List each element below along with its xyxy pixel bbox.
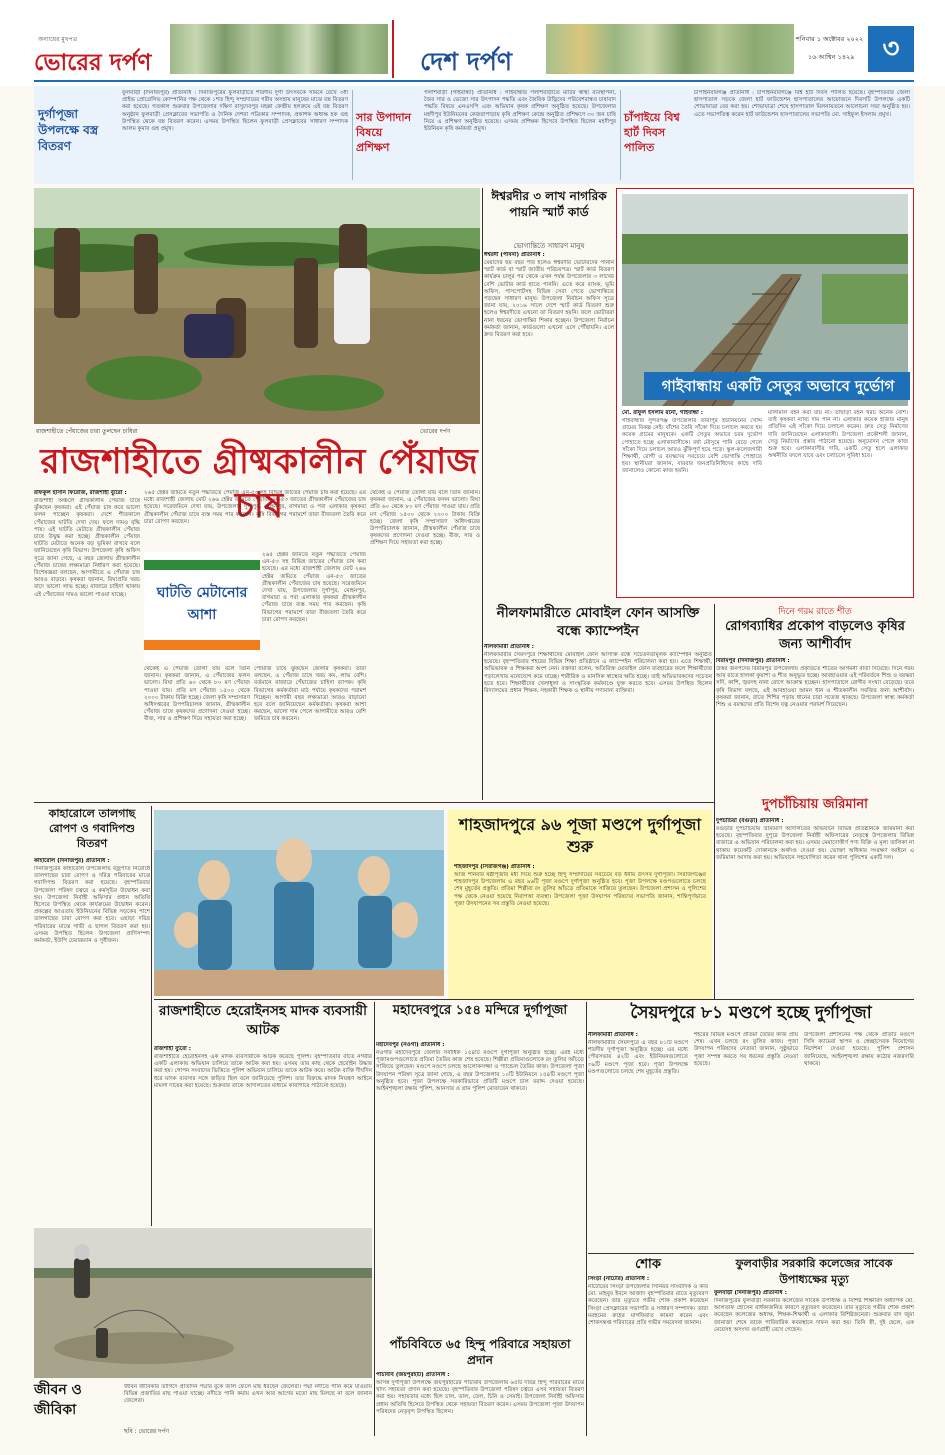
lead-photo xyxy=(34,188,480,424)
masthead xyxy=(0,0,945,86)
rule-vert-1 xyxy=(482,188,483,800)
lead-col2b: ২৬৫ হেক্টর জমিতে নতুন পদ্ধতিতে পেঁয়াজ এন-৫৩ সহ বিভিন্ন জাতের পেঁয়াজ চাষ করা হয়েছে। এর মধ্যে রাজশাহী জেলায় মোট ২৬৬ হেক্টর জমিতে পেঁয়াজ এন-৫৩ জাতের গ্রীষ্মকালীন পেঁয়াজের চাষ হয়েছে। সরেজমিনে দেখা যায়, উপজেলার দুর্গাপুর, মোহনপুর, বাগমারা ও পবা এলাকার কৃষকরা গ্রীষ্মকালীন পেঁয়াজ চাষে ব্যস্ত সময় পার করছেন। কৃষি বিভাগের পরামর্শে তারা বীজতলা তৈরি করে চারা রোপণ করছেন। xyxy=(262,552,366,623)
panchbibi-byline: পাঁচবিবি (জয়পুরহাট) প্রতিনিধি : xyxy=(376,1372,450,1378)
masthead-photo-strip-right xyxy=(546,24,794,74)
smart-card-headline: ঈশ্বরদীর ৩ লাখ নাগরিক পায়নি স্মার্ট কার্ড xyxy=(491,189,607,219)
kaharol-body: দিনাজপুরের কাহারোল উপজেলায় বজ্রপাত নিরোধে তালগাছের চারা রোপণ ও দরিদ্র পরিবারের মাঝে গবাদিপশু বিতরণ করা হয়েছে। বৃহস্পতিবার উপজেলা পরিষদ চত্বরে এ কর্মসূচির উদ্বোধন করা হয়। উপজেলা নির্বাহী অফিসার প্রধান অতিথি হিসেবে উপস্থিত থেকে কার্যক্রমের উদ্বোধন করেন। প্রকল্পের আওতায় ইউনিয়নের বিভিন্ন সড়কের পাশে তালগাছের চারা রোপণ করা হবে। এছাড়া দরিদ্র পরিবারের মাঝে গাভী ও ছাগল বিতরণ করা হয়। এসময় উপস্থিত ছিলেন উপজেলা প্রাণিসম্পদ কর্মকর্তা, ইউপি চেয়ারম্যান ও সুধীজন। xyxy=(34,866,150,945)
lead-col2c: থেকেই এ পেঁয়াজ তোলা যায় বলে তিনি জানান। কৃষকরা জানান, এ পেঁয়াজের ফলন ভালো। বিঘা প্রতি ৬০ থেকে ৮০ মণ পেঁয়াজ পাওয়া যায়। প্রতি মণ পেঁয়াজ ১৫০০ থেকে ২০০০ টাকায় বিক্রি হচ্ছে। জেলা কৃষি সম্প্রসারণ অধিদপ্তরের উপপরিচালক জানান, গ্রীষ্মকালীন পেঁয়াজ চাষে কৃষকদের প্রণোদনা দেওয়া হচ্ছে। বীজ, সার ও প্রশিক্ষণ দিয়ে সহায়তা করা হচ্ছে। xyxy=(144,666,250,723)
mobile-body: নীলফামারীর সৈয়দপুরে শিক্ষার্থীদের মোবাইল ফোন আসক্তি বন্ধে সচেতনতামূলক ক্যাম্পেইন অনুষ্ঠিত হয়েছে। বৃহস্পতিবার শহরের বিভিন্ন শিক্ষা প্রতিষ্ঠানে এ ক্যাম্পেইন পরিচালনা করা হয়। এতে শিক্ষার্থী, অভিভাবক ও শিক্ষকরা অংশ নেন। বক্তারা বলেন, অতিরিক্ত মোবাইল ফোন ব্যবহারের ফলে শিক্ষার্থীদের পড়ালেখায় মনোযোগ কমে যাচ্ছে। শারীরিক ও মানসিক স্বাস্থ্যের ক্ষতি হচ্ছে। তাই অভিভাবকদের সচেতন হতে হবে। শিক্ষার্থীদের খেলাধুলা ও সাংস্কৃতিক কর্মকাণ্ডে যুক্ত করতে হবে। এসময় উপস্থিত ছিলেন বিদ্যালয়ের প্রধান শিক্ষক, সহকারী শিক্ষক ও স্থানীয় গণ্যমান্য ব্যক্তিরা। xyxy=(484,652,712,695)
story1-body: ফুলবাড়ী (দিনাজপুর) প্রতিনিধি : দিনাজপুরের ফুলবাড়ীতে শারদীয় দুর্গা উৎসবকে সামনে রেখে ৩ধা প্রাইভ প্রোগ্রেসিভ কোম্পানির পক্ষ থেকে ১শত হিন্দু সম্প্রদায়ের গরীব অসহায় মানুষের মাঝে বস্ত্র বিতরণ করা হয়েছে। গতকাল শুক্রবার উপজেলার দক্ষিণ বাসুদেবপুর মহল্লা কেন্দ্রীয় হলরুমে এই বস্ত্র বিতরণ অনুষ্ঠান ফুলবাড়ী প্রেসক্লাবের সভাপতি ও দৈনিক দেশবা পত্রিকার সম্পাদক, প্রকাশক অধ্যক্ষ হক গুহ উপস্থিত থেকে বস্ত্র বিতরণ করেন। এসময় উপস্থিত ছিলেন ফুলবাড়ী প্রেসক্লাবের সাধারণ সম্পাদক আলম কুমার গুহ প্রমুখ। xyxy=(122,90,348,133)
date-line-2: ১৬ আশ্বিন ১৪২৯ xyxy=(808,53,855,61)
weather-headline: রোগব্যাধির প্রকোপ বাড়লেও কৃষির জন্য আশীর্বাদ xyxy=(725,619,905,652)
saidpur-byline: নীলফামারী প্রতিনিধি : xyxy=(588,1032,639,1038)
saidpur-headline: সৈয়দপুরে ৮১ মণ্ডপে হচ্ছে দুর্গাপূজা xyxy=(630,1003,872,1023)
shahjadpur-story xyxy=(448,810,712,1000)
inset-orange-band xyxy=(144,640,260,650)
saidpur-col2: শহরের বিভিন্ন মণ্ডপে প্রতিমা তৈরির কাজ প্রায় শেষ। এখন চলছে রং তুলির কাজ। পূজা উদযাপন পরিষদের নেতারা জানান, সুষ্ঠুভাবে পূজা সম্পন্ন করতে সব ধরনের প্রস্তুতি নেওয়া হয়েছে। xyxy=(694,1032,798,1067)
weather-story xyxy=(716,604,914,794)
smart-card-body: মেয়াদের ছয় বছর পার হলেও ঈশ্বরদীর ভোটারদের পাননি স্মার্ট কার্ড বা স্মার্ট জাতীয় পরিচয়পত্র। স্মার্ট কার্ড বিতরণ কার্যক্রম চালুর পর থেকে এখন পর্যন্ত উপজেলার ৩ লাখের বেশি ভোটার কার্ড হাতে পাননি। এতে করে ব্যাংক, ভূমি অফিস, পাসপোর্টসহ বিভিন্ন সেবা পেতে ভোগান্তিতে পড়ছেন সাধারণ মানুষ। উপজেলা নির্বাচন অফিস সূত্রে জানা যায়, ২০১৬ সালে দেশে স্মার্ট কার্ড বিতরণ শুরু হলেও ঈশ্বরদীতে এখনো তা বিতরণ হয়নি। ফলে ভোটাররা নানা ধরনের ভোগান্তির শিকার হচ্ছেন। উপজেলা নির্বাচন কর্মকর্তা জানান, কার্ডগুলো এখনো এসে পৌঁছায়নি। এলে দ্রুত বিতরণ করা হবে। xyxy=(484,260,614,339)
masthead-divider xyxy=(392,20,394,78)
heroin-story xyxy=(154,1002,372,1222)
heroin-headline: রাজশাহীতে হেরোইনসহ মাদক ব্যবসায়ী আটক xyxy=(159,1003,367,1038)
rule-vert-2 xyxy=(714,604,715,1000)
panchbibi-body: আসন্ন দুর্গাপূজা উপলক্ষে জয়পুরহাটের পাঁচবিবি উপজেলায় ৬৫টি দরিদ্র হিন্দু পরিবারের মাঝে খাদ্য সহায়তা প্রদান করা হয়েছে। বৃহস্পতিবার উপজেলা পরিষদ চত্বরে এসব সহায়তা বিতরণ করা হয়। সহায়তার মধ্যে ছিল চাল, ডাল, তেল, চিনি ও সেমাই। উপজেলা নির্বাহী অফিসার প্রধান অতিথি হিসেবে উপস্থিত থেকে সহায়তা বিতরণ করেন। এসময় উপজেলা পূজা উদযাপন পরিষদের নেতৃবৃন্দ উপস্থিত ছিলেন। xyxy=(376,1380,584,1415)
idol-illustration xyxy=(154,810,444,996)
river-illustration xyxy=(34,1228,372,1378)
panchbibi-story xyxy=(376,1336,584,1436)
saidpur-col3: উপজেলা প্রশাসনের পক্ষ থেকে প্রতিটি মণ্ডপে সিসি ক্যামেরা স্থাপন ও স্বেচ্ছাসেবক নিয়োগের নির্দেশনা দেওয়া হয়েছে। পুলিশ প্রশাসন জানিয়েছে, আইনশৃঙ্খলা রক্ষায় কঠোর নজরদারি থাকবে। xyxy=(804,1032,914,1067)
lead-col4: থেকেই এ পেঁয়াজ তোলা যায় বলে তিনি জানান। কৃষকরা জানান, এ পেঁয়াজের ফলন ভালো। বিঘা প্রতি ৬০ থেকে ৮০ মণ পেঁয়াজ পাওয়া যায়। প্রতি মণ পেঁয়াজ ১৫০০ থেকে ২০০০ টাকায় বিক্রি হচ্ছে। জেলা কৃষি সম্প্রসারণ অধিদপ্তরের উপপরিচালক জানান, গ্রীষ্মকালীন পেঁয়াজ চাষে কৃষকদের প্রণোদনা দেওয়া হচ্ছে। বীজ, সার ও প্রশিক্ষণ দিয়ে সহায়তা করা হচ্ছে। xyxy=(370,490,480,547)
fine-headline: দুপচাঁচিয়ায় জরিমানা xyxy=(762,797,868,812)
page-number-box xyxy=(868,26,914,72)
phulbari-death-byline: ফুলবাড়ী (দিনাজপুর) প্রতিনিধি : xyxy=(714,1290,787,1296)
masthead-photo-strip-left xyxy=(170,24,388,74)
masthead-rule xyxy=(34,80,914,82)
story2-body: পলাশবাড়ী (গাইবান্ধা) প্রতিনিধি : গাইবান্ধার পলাশবাড়ীতে মাটির স্বাস্থ্য ব্যবস্থাপনা, জৈব সার ও ভেজো সার উৎপাদন পদ্ধতি এবং জৈবিক উদ্ভিদের পরিবেশবান্ধব চাষাবাদ পদ্ধতি বিষয়ে এনএসপি এবং অভিযান কৃষক প্রশিক্ষণ অনুষ্ঠিত হয়েছে। উপজেলার মহদীপুর ইউনিয়নের কেজরাপাড়ায় কৃষি প্রশিক্ষণ কেন্দ্রে অনুষ্ঠিত প্রশিক্ষণে ৩০ জন চাষি নিয়ে এ প্রশিক্ষণ অনুষ্ঠিত হয়েছে। এসময় প্রশিক্ষক হিসেবে উপস্থিত ছিলেন মহদীপুর ইউনিয়ন কৃষি কর্মকর্তা প্রমুখ। xyxy=(424,90,616,133)
tagline: অন্যায়ের মুখপত্র xyxy=(38,36,78,43)
lead-col3: পোঁয়াজ চাষে ঝুঁকছেন জেলার কৃষকরা। তারা বলছেন, এ পেঁয়াজ চাষে খরচ কম, লাভ বেশি। বর্তমানে বাজারে পেঁয়াজের চাহিদা ব্যাপক। কৃষি বিভাগের কর্মকর্তারা মাঠ পর্যায়ে কৃষকদের পরামর্শ দিচ্ছেন। আগামী বছর লক্ষ্যমাত্রা আরও বাড়ানো হবে বলে জানিয়েছেন কর্মকর্তারা। কৃষকরা আশা করছেন, ভালো দাম পেলে আগামীতে আরও বেশি জমিতে চাষ করবেন। xyxy=(254,666,366,723)
bridge-col1: গাইবান্ধার সুন্দরগঞ্জ উপজেলার তারাপুর ইউনিয়নের খোদ্দ গ্রামের বিকল্প নেই। বাঁশের তৈরি সাঁকো দিয়ে চলাচল করতে হয় কয়েক গ্রামের মানুষকে। একটি সেতুর অভাবে চরম দুর্ভোগ পোহাতে হচ্ছে এলাকাবাসীকে। বর্ষা মৌসুমে পানি বেড়ে গেলে সাঁকো দিয়ে চলাচল আরও ঝুঁকিপূর্ণ হয়ে পড়ে। স্কুল-কলেজগামী শিক্ষার্থী, রোগী ও বয়স্কদের সবচেয়ে বেশি ভোগান্তি পোহাতে হয়। স্থানীয়রা জানান, বারবার জনপ্রতিনিধিদের কাছে দাবি জানালেও কোনো কাজ হয়নি। xyxy=(622,418,762,475)
lead-col2a: ২৬৫ হেক্টর জমিতে নতুন পদ্ধতিতে পেঁয়াজ এন-৫৩ সহ বিভিন্ন জাতের পেঁয়াজ চাষ করা হয়েছে। এর মধ্যে রাজশাহী জেলায় মোট ২৬৬ হেক্টর জমিতে পেঁয়াজ এন-৫৩ জাতের গ্রীষ্মকালীন পেঁয়াজের চাষ হয়েছে। সরেজমিনে দেখা যায়, উপজেলার দুর্গাপুর, মোহনপুর, বাগমারা ও পবা এলাকার কৃষকরা গ্রীষ্মকালীন পেঁয়াজ চাষে ব্যস্ত সময় পার করছেন। কৃষি বিভাগের পরামর্শে তারা বীজতলা তৈরি করে চারা রোপণ করছেন। xyxy=(144,490,366,525)
section-title: দেশ দর্পণ xyxy=(420,47,512,76)
fine-body: বগুড়ার দুপচাঁচিয়ায় ভ্রাম্যমাণ আদালতের অভিযানে বিভিন্ন প্রতিষ্ঠানকে জরিমানা করা হয়েছে। বৃহস্পতিবার দুপুরে উপজেলা নির্বাহী অফিসারের নেতৃত্বে উপজেলার বিভিন্ন বাজারে এ অভিযান পরিচালনা করা হয়। এসময় মেয়াদোত্তীর্ণ পণ্য বিক্রি ও মূল্য তালিকা না থাকায় কয়েকটি দোকানকে অর্থদণ্ড দেওয়া হয়। ভোক্তা অধিকার সংরক্ষণ আইনে এ জরিমানা আদায় করা হয়। অভিযানে সহযোগিতা করেন থানা পুলিশের একটি দল। xyxy=(716,826,914,861)
lead-inset xyxy=(144,552,260,662)
bridge-headline: গাইবান্ধায় একটি সেতুর অভাবে দুর্ভোগ xyxy=(661,377,895,395)
story2-title: সার উপাদান বিষয়ে প্রশিক্ষণ xyxy=(356,111,412,154)
kaharol-byline: কাহারোল (দিনাজপুর) প্রতিনিধি : xyxy=(34,858,110,864)
story1-title: দুর্গাপূজা উপলক্ষে বস্ত্র বিতরণ xyxy=(38,107,99,153)
mobile-headline: নীলফামারীতে মোবাইল ফোন আসক্তি বন্ধে ক্যাম্পেইন xyxy=(496,605,700,639)
mobile-byline: নীলফামারী প্রতিনিধি : xyxy=(484,644,535,650)
shahjadpur-byline: শাহজাদপুর (সিরাজগঞ্জ) প্রতিনিধি : xyxy=(454,864,535,870)
life-credit: ছবি : ভোরের দর্পণ xyxy=(124,1428,169,1435)
photo-caption-right: ভোরের দর্পণ xyxy=(420,428,451,435)
top-strip xyxy=(34,86,914,184)
photo-caption-left: রাজশাহীতে পেঁয়াজের চারা তুলছেন চাষিরা xyxy=(36,428,138,435)
fine-story xyxy=(716,796,914,986)
rule-vert-4 xyxy=(374,1002,375,1436)
obituary-body: নাটোরের সিংড়া উপজেলার সিনিয়র সাংবাদিক ও কবি মো. মাহবুব ইবনে আজাদ বৃহস্পতিবার রাতে মৃত্যুবরণ করেছেন। তার মৃত্যুতে গভীর শোক প্রকাশ করেছেন সিংড়া প্রেসক্লাবের সভাপতি ও সাধারণ সম্পাদক। তারা মরহুমের রুহের মাগফিরাত কামনা করেন এবং শোকসন্তপ্ত পরিবারের প্রতি গভীর সমবেদনা জানান। xyxy=(588,1284,708,1327)
inset-green-band xyxy=(144,560,260,570)
story3-title: চাঁপাইয়ে বিশ্ব হার্ট দিবস পালিত xyxy=(624,111,680,154)
smart-card-story xyxy=(484,188,614,598)
heroin-byline: রাজশাহী ব্যুরো : xyxy=(154,1046,191,1052)
weather-body: উত্তর জনপদের বিরামপুর উপজেলায় প্রকৃতিতে শীতের আগমনী বার্তা দিয়েছে। দিনে গরম আর রাতে হালকা কুয়াশা ও শীত অনুভূত হচ্ছে। আবহাওয়ার এই পরিবর্তনে শিশু ও বয়স্করা সর্দি, কাশি, জ্বরসহ নানা রোগে আক্রান্ত হচ্ছেন। হাসপাতালে রোগীর সংখ্যা বেড়েছে। তবে কৃষি বিভাগ বলছে, এই আবহাওয়া আমন ধান ও শীতকালীন সবজির জন্য আশীর্বাদ। কৃষকরা জানান, রাতে শিশির পড়ায় ধানের চারা সতেজ থাকছে। উপজেলা স্বাস্থ্য কর্মকর্তা শিশু ও বয়স্কদের প্রতি বিশেষ যত্ন নেওয়ার পরামর্শ দিয়েছেন। xyxy=(716,666,914,709)
bridge-col2: মালামাল বহন করা যায় না। তাছাড়া বহন খরচ অনেক বেশি। তাই কৃষকরা ন্যায্য দাম পান না। এলাকার কয়েক হাজার মানুষ প্রতিদিন এই সাঁকো দিয়ে চলাচল করেন। দ্রুত সেতু নির্মাণের দাবি জানিয়েছেন এলাকাবাসী। উপজেলা প্রকৌশলী জানান, সেতু নির্মাণের প্রস্তাব পাঠানো হয়েছে। অনুমোদন পেলে কাজ শুরু হবে। এলাকাবাসীর দাবি, একটি সেতু হলে এলাকার অর্থনীতি বদলে যাবে এবং চলাচলে সুবিধা হবে। xyxy=(768,410,908,460)
smart-card-subhead: ভোগান্তিতে সাধারণ মানুষ xyxy=(513,242,585,250)
story3-body: চাঁপাইনবাবগঞ্জ প্রতিনিধি : চাঁপাইনবাবগঞ্জে বিশ্ব হার্ট দিবস পালিত হয়েছে। বৃহস্পতিবার জেলা হাসপাতাল সড়কে জেলা হার্ট ফাউন্ডেশন হাসপাতালের আয়োজনে দিবসটি উপলক্ষে একটি শোভাযাত্রা বের করা হয়। শোভাযাত্রা শেষে হাসপাতাল মিলনায়তনে আলোচনা সভা অনুষ্ঠিত হয়। এতে সভাপতিত্ব করেন হার্ট ফাউন্ডেশন হাসপাতালের সভাপতি মো. সাইফুল ইসলাম প্রমুখ। xyxy=(694,90,910,118)
phulbari-death-body: দিনাজপুরের ফুলবাড়ী সরকারি কলেজের সাবেক উপাধ্যক্ষ ও বিশিষ্ট শিক্ষাবিদ অধ্যাপক মো. আলতাফ হোসেন বার্ধক্যজনিত কারণে মৃত্যুবরণ করেছেন। তার মৃত্যুতে গভীর শোক প্রকাশ করেছেন কলেজের অধ্যক্ষ, শিক্ষক-শিক্ষার্থী ও এলাকার বিশিষ্টজনেরা। শুক্রবার বাদ জুমা জানাজা শেষে তাকে পারিবারিক কবরস্থানে দাফন করা হয়। তিনি স্ত্রী, দুই ছেলে, এক মেয়েসহ অসংখ্য গুণগ্রাহী রেখে গেছেন। xyxy=(714,1298,914,1333)
life-caption: জীবন জীবিকার তাগিদে প্রতিদিন পদ্মার বুকে জাল ফেলে মাছ ধরছেন জেলেরা। পদ্মা নদীতে পানি কমে যাওয়ায় বিভিন্ন প্রজাতির মাছ পাওয়া যাচ্ছে। নদীতে পানি কমায় এখন আর আগের মতো মাছ মিলছে না বলে জানান জেলেরা। xyxy=(124,1384,372,1405)
phulbari-death-story xyxy=(714,1256,914,1436)
rule-horiz-3 xyxy=(588,1253,914,1254)
strip-divider-1 xyxy=(352,90,353,180)
paper-name: ভোরের দর্পণ xyxy=(34,49,152,76)
fine-byline: দুপচাঁচিয়া (বগুড়া) প্রতিনিধি : xyxy=(716,818,784,824)
inset-text: ঘাটতি মেটানোর আশা xyxy=(156,585,248,623)
bridge-byline: মো. রাফুল ইসলাম রনো, গাইবান্ধা : xyxy=(622,410,703,416)
kaharol-story xyxy=(34,806,150,1226)
mahadevpur-byline: মহাদেবপুর (নওগাঁ) প্রতিনিধি : xyxy=(376,1042,445,1048)
mahadevpur-body: নওগাঁর মহাদেবপুরে জেলার সর্বাধিক ১৫৪টি মণ্ডপে দুর্গাপূজা অনুষ্ঠিত হচ্ছে। এরই মধ্যে পূজামণ্ডপগুলোতে প্রতিমা তৈরির কাজ শেষ হয়েছে। শিল্পীরা প্রতিমাগুলোকে রং তুলির আঁচড়ে সাজিয়ে তুলছেন। মণ্ডপে মণ্ডপে চলছে আলোকসজ্জা ও প্যান্ডেল তৈরির কাজ। উপজেলা পূজা উদযাপন পরিষদ সূত্রে জানা গেছে, এ বছর উপজেলার ১০টি ইউনিয়নে ১৫৪টি মণ্ডপে পূজা অনুষ্ঠিত হবে। পূজা উপলক্ষে সরকারিভাবে প্রতিটি মণ্ডপে চাল বরাদ্দ দেওয়া হয়েছে। আইনশৃঙ্খলা রক্ষায় পুলিশ, আনসার ও গ্রাম পুলিশ মোতায়েন থাকবে। xyxy=(376,1050,584,1093)
page-number: ৩ xyxy=(882,34,900,64)
heroin-body: রাজশাহীতে হেরোইনসহ এক মাদক ব্যবসায়ীকে আটক করেছে পুলিশ। বৃহস্পতিবার রাতে নগরীর একটি এলাকায় অভিযান চালিয়ে তাকে আটক করা হয়। এসময় তার কাছ থেকে হেরোইন উদ্ধার করা হয়। গোপন সংবাদের ভিত্তিতে পুলিশ অভিযান চালিয়ে তাকে আটক করে। আটক ব্যক্তি দীর্ঘদিন ধরে মাদক ব্যবসার সঙ্গে জড়িত ছিল বলে জানিয়েছে পুলিশ। তার বিরুদ্ধে মাদক নিয়ন্ত্রণ আইনে মামলা দায়ের করা হয়েছে। শুক্রবার তাকে আদালতের মাধ্যমে কারাগারে পাঠানো হয়েছে। xyxy=(154,1054,372,1089)
rule-horiz-1 xyxy=(34,802,714,803)
weather-byline: বিরামপুর (দিনাজপুর) প্রতিনিধি : xyxy=(716,658,790,664)
smart-card-byline: ঈশ্বরদী (পাবনা) প্রতিনিধি : xyxy=(484,252,545,258)
lead-byline: রফিকুল হাসান ফিরোজ, রাজশাহী ব্যুরো : xyxy=(34,490,127,496)
mobile-campaign-story xyxy=(484,604,712,804)
field-illustration xyxy=(34,188,480,424)
durga-photo xyxy=(154,810,444,996)
weather-kicker: দিনে গরম রাতে শীত xyxy=(778,607,852,617)
mahadevpur-story xyxy=(376,1002,584,1332)
life-title: জীবন ও জীবিকা xyxy=(34,1382,82,1418)
date-line-1: শনিবার ১ অক্টোবর ২০২২ xyxy=(796,35,864,43)
saidpur-col1: নীলফামারীর সৈয়দপুরে এ বছর ৮১টি মণ্ডপে শারদীয় দুর্গাপূজা অনুষ্ঠিত হচ্ছে। এর মধ্যে পৌরসভায় ৪২টি এবং ইউনিয়নগুলোতে ৩৯টি মণ্ডপে পূজা হবে। পূজা উপলক্ষে মণ্ডপগুলোতে চলছে শেষ মুহূর্তের প্রস্তুতি। xyxy=(588,1040,688,1075)
kaharol-headline: কাহারোলে তালগাছ রোপণ ও গবাদিপশু বিতরণ xyxy=(48,807,136,850)
rule-vert-3 xyxy=(151,806,152,1226)
lead-headline: রাজশাহীতে গ্রীষ্মকালীন পেঁয়াজ চাষ xyxy=(40,441,478,526)
mahadevpur-headline: মহাদেবপুরে ১৫৪ মন্দিরে দুর্গাপূজা xyxy=(392,1003,568,1018)
shahjadpur-headline: শাহজাদপুরে ৯৬ পূজা মণ্ডপে দুর্গাপূজা শুরু xyxy=(459,815,701,856)
rule-horiz-2 xyxy=(154,999,914,1000)
river-photo xyxy=(34,1228,372,1378)
lead-col1: রাজশাহী অঞ্চলে গ্রীষ্মকালীন পেঁয়াজ চাষে ঝুঁকছেন কৃষকরা। এই পেঁয়াজ চাষ করে ভালো ফলন পাচ্ছেন কৃষকরা। দেশে শীতকালে পেঁয়াজের ঘাটতি দেখা দেয়। ফলে দামও বৃদ্ধি পায়। এই ঘাটতি মেটাতে গ্রীষ্মকালীন পেঁয়াজ চাষে উদ্বুদ্ধ করা হচ্ছে। গ্রীষ্মকালীন পেঁয়াজ ঘাটতি মেটাতে অনেক বড় ভূমিকা রাখবে বলে জানিয়েছেন কৃষি বিভাগ। উপজেলা কৃষি অফিস সূত্রে জানা গেছে, এ বছর জেলায় গ্রীষ্মকালীন পেঁয়াজ চাষের লক্ষ্যমাত্রা নির্ধারণ করা হয়েছে। বিশেষজ্ঞরা বলছেন, আগামীতে এ পেঁয়াজ চাষ আরও বাড়বে। কৃষকরা জানান, বিঘাপ্রতি খরচ বাদে ভালো লাভ হচ্ছে। বাজারে চাহিদা থাকায় এই পেঁয়াজের দামও ভালো পাওয়া যাচ্ছে। xyxy=(34,498,140,598)
obituary-title: শোক xyxy=(635,1257,661,1272)
obituary-story xyxy=(588,1256,708,1436)
rule-vert-5 xyxy=(586,1002,587,1436)
strip-divider-2 xyxy=(620,90,621,180)
phulbari-death-headline: ফুলবাড়ীর সরকারি কলেজের সাবেক উপাধ্যক্ষের মৃত্যু xyxy=(735,1257,893,1286)
shahjadpur-body: আজ শনিবার ষষ্ঠীপূজার মধ্য দিয়ে শুরু হচ্ছে হিন্দু সম্প্রদায়ের সবচেয়ে বড় ধর্মীয় উৎসব দুর্গাপূজা। সিরাজগঞ্জের শাহজাদপুর উপজেলায় এ বছর ৯৬টি পূজা মণ্ডপে দুর্গাপূজা অনুষ্ঠিত হবে। পূজা উপলক্ষে মণ্ডপগুলোতে চলছে শেষ মুহূর্তের প্রস্তুতি। প্রতিমা শিল্পীরা রং তুলির আঁচড়ে প্রতিমাকে সাজিয়ে তুলছেন। উপজেলা প্রশাসন ও পুলিশের পক্ষ থেকে নেওয়া হয়েছে নিরাপত্তা ব্যবস্থা। উপজেলা পূজা উদযাপন পরিষদের সভাপতি জানান, শান্তিপূর্ণভাবে পূজা উদযাপনের সব প্রস্তুতি নেওয়া হয়েছে। xyxy=(454,872,706,907)
saidpur-story xyxy=(588,1002,914,1252)
panchbibi-headline: পাঁচবিবিতে ৬৫ হিন্দু পরিবারে সহায়তা প্রদান xyxy=(389,1337,571,1367)
obituary-byline: সিংড়া (নাটোর) প্রতিনিধি : xyxy=(588,1276,650,1282)
